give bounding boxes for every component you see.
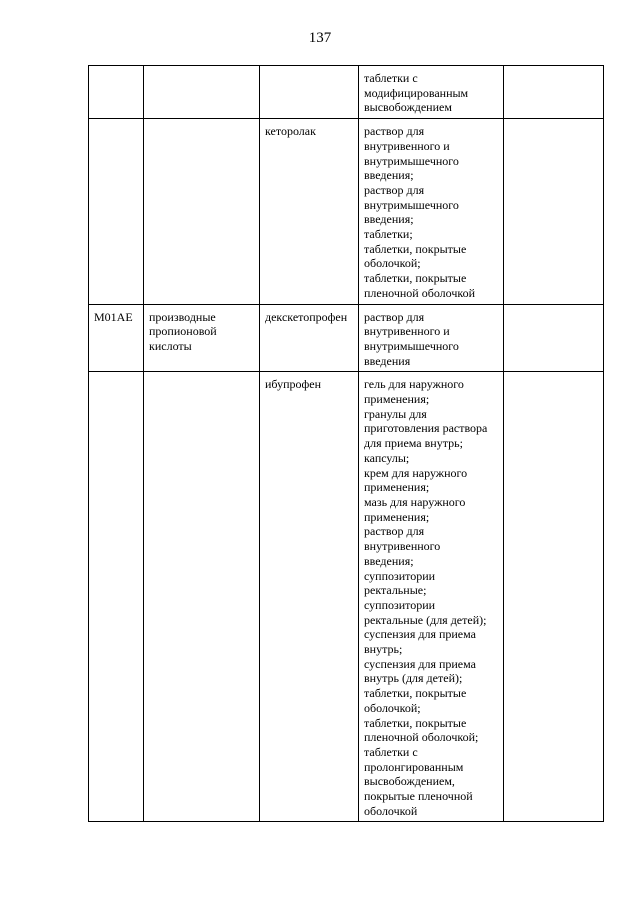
dosage-form: внутримышечного: [364, 153, 459, 168]
dosage-form: применения;: [364, 392, 430, 407]
group-text: производные: [149, 309, 216, 324]
dosage-form: высвобождением: [364, 100, 452, 115]
dosage-form: раствор для: [364, 124, 425, 139]
group-cell: [144, 119, 260, 304]
table-row: [89, 304, 604, 372]
dosage-form: пленочной оболочкой;: [364, 730, 479, 745]
dosage-form: введения;: [364, 212, 414, 227]
dosage-form: таблетки с: [364, 71, 418, 85]
dosage-form: введения: [364, 353, 411, 368]
dosage-form: таблетки, покрытые: [364, 686, 467, 701]
dosage-form: приготовления раствора: [364, 421, 488, 436]
dosage-forms-cell: [359, 304, 504, 372]
atc-code-cell: [89, 66, 144, 119]
note-cell: [504, 372, 604, 822]
group-text: пропионовой: [149, 324, 217, 339]
dosage-form: крем для наружного: [364, 465, 468, 480]
atc-code-cell: [89, 372, 144, 822]
dosage-form: таблетки, покрытые: [364, 241, 467, 256]
dosage-form: таблетки;: [364, 227, 413, 242]
group-cell: [144, 372, 260, 822]
dosage-form: таблетки, покрытые: [364, 271, 467, 286]
drug-name-cell: [260, 66, 359, 119]
dosage-forms-cell: [359, 119, 504, 304]
dosage-form: внутривенного: [364, 539, 441, 554]
note-cell: [504, 304, 604, 372]
drug-name-cell: декскетопрофен: [260, 304, 359, 372]
dosage-form: таблетки с: [364, 744, 418, 759]
dosage-form: суспензия для приема: [364, 627, 476, 642]
dosage-form: внутримышечного: [364, 197, 459, 212]
dosage-form: введения;: [364, 553, 414, 568]
dosage-form: пролонгированным: [364, 759, 464, 774]
dosage-form: суппозитории: [364, 597, 436, 612]
dosage-form: оболочкой;: [364, 256, 421, 271]
dosage-form: гранулы для: [364, 406, 427, 421]
dosage-form: раствор для: [364, 309, 425, 324]
group-text: кислоты: [149, 338, 192, 353]
dosage-form: введения;: [364, 168, 414, 183]
dosage-form: применения;: [364, 509, 430, 524]
drug-name-cell: ибупрофен: [260, 372, 359, 822]
dosage-form: таблетки, покрытые: [364, 715, 467, 730]
dosage-form: гель для наружного: [364, 377, 464, 392]
dosage-form: суппозитории: [364, 568, 436, 583]
table-row: [89, 119, 604, 304]
drug-name-cell: кеторолак: [260, 119, 359, 304]
dosage-form: применения;: [364, 480, 430, 495]
table-row: [89, 372, 604, 822]
atc-code-cell: [89, 119, 144, 304]
dosage-form: для приема внутрь;: [364, 436, 463, 451]
dosage-form: раствор для: [364, 182, 425, 197]
dosage-form: раствор для: [364, 524, 425, 539]
dosage-forms-cell: [359, 66, 504, 119]
dosage-form: суспензия для приема: [364, 656, 476, 671]
dosage-form: мазь для наружного: [364, 494, 466, 509]
dosage-form: ректальные (для детей);: [364, 612, 487, 627]
note-cell: [504, 119, 604, 304]
dosage-form: внутривенного и: [364, 324, 450, 339]
dosage-form: внутримышечного: [364, 338, 459, 353]
dosage-form: капсулы;: [364, 450, 410, 465]
drug-table: [88, 65, 604, 822]
dosage-form: покрытые пленочной: [364, 789, 473, 804]
dosage-forms-cell: [359, 372, 504, 822]
dosage-form: оболочкой;: [364, 700, 421, 715]
group-cell: [144, 66, 260, 119]
dosage-form: внутрь;: [364, 642, 403, 657]
dosage-form: пленочной оболочкой: [364, 285, 476, 300]
dosage-form: высвобождением,: [364, 774, 455, 789]
dosage-form: ректальные;: [364, 583, 427, 598]
table-row: [89, 66, 604, 119]
dosage-form: оболочкой: [364, 803, 418, 818]
dosage-form: модифицированным: [364, 85, 469, 100]
page-number: 137: [308, 30, 332, 46]
note-cell: [504, 66, 604, 119]
dosage-form: внутривенного и: [364, 138, 450, 153]
dosage-form: внутрь (для детей);: [364, 671, 463, 686]
atc-code-cell: M01AE: [89, 304, 144, 372]
group-cell: [144, 304, 260, 372]
